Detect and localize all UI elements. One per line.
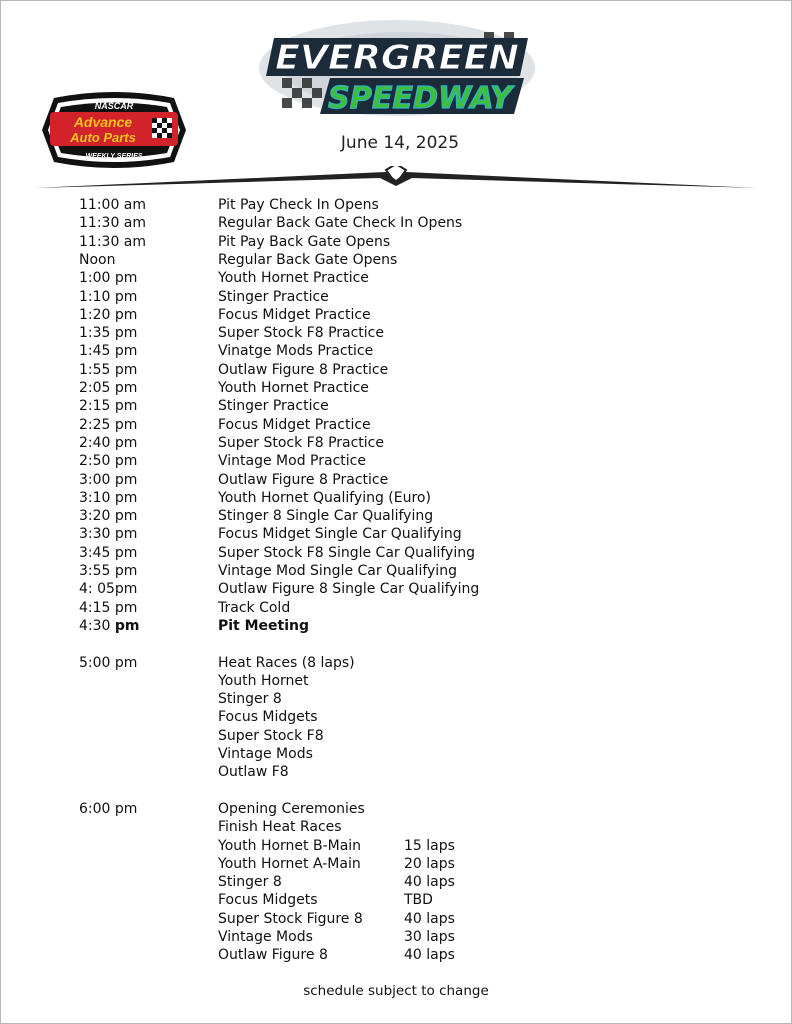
feature-race-laps: TBD xyxy=(404,892,433,909)
svg-text:EVERGREEN: EVERGREEN xyxy=(275,38,519,78)
schedule-time: 1:10 pm xyxy=(79,288,138,305)
schedule-time: 2:50 pm xyxy=(79,453,138,470)
schedule-event: Outlaw Figure 8 Practice xyxy=(218,361,389,378)
features-line: Finish Heat Races xyxy=(218,819,342,836)
feature-race-laps: 20 laps xyxy=(404,855,455,872)
heat-race-class: Outlaw F8 xyxy=(218,764,289,781)
schedule-event: Youth Hornet Practice xyxy=(218,270,369,287)
schedule-time: 11:00 am xyxy=(79,197,147,213)
schedule-event: Regular Back Gate Check In Opens xyxy=(218,215,463,232)
schedule-time-value: 4:30 xyxy=(79,617,115,634)
feature-race-laps: 15 laps xyxy=(404,837,455,854)
schedule-event: Outlaw Figure 8 Practice xyxy=(218,471,389,488)
schedule-event: Pit Pay Back Gate Opens xyxy=(218,233,391,250)
schedule-event: Youth Hornet Practice xyxy=(218,380,369,396)
schedule-event: Stinger Practice xyxy=(218,288,329,305)
schedule-time: 2:40 pm xyxy=(79,434,138,451)
schedule-time: Noon xyxy=(79,251,116,268)
schedule-event: Vinatge Mods Practice xyxy=(218,343,374,360)
schedule-time: 3:55 pm xyxy=(79,563,138,579)
svg-text:Advance: Advance xyxy=(73,114,133,130)
event-date: June 14, 2025 xyxy=(340,133,460,153)
feature-race-name: Stinger 8 xyxy=(218,874,282,891)
heat-race-class: Youth Hornet xyxy=(218,672,309,689)
heat-races-title: Heat Races (8 laps) xyxy=(218,654,355,671)
schedule-event: Regular Back Gate Opens xyxy=(218,251,398,268)
schedule-time: 11:30 am xyxy=(79,215,147,232)
schedule-time: 1:20 pm xyxy=(79,306,138,323)
schedule-time-suffix: pm xyxy=(114,617,140,634)
feature-race-name: Youth Hornet B-Main xyxy=(218,837,362,854)
feature-race-name: Youth Hornet A-Main xyxy=(218,855,361,872)
schedule-time: 2:15 pm xyxy=(79,398,138,415)
features-time: 6:00 pm xyxy=(79,800,138,817)
checkered-flag-icon xyxy=(152,118,172,138)
schedule-time: 4:15 pm xyxy=(79,599,138,616)
heat-races-time: 5:00 pm xyxy=(79,654,138,671)
feature-race-name: Outlaw Figure 8 xyxy=(218,947,328,964)
schedule-event: Youth Hornet Qualifying (Euro) xyxy=(218,489,431,506)
svg-text:Auto Parts: Auto Parts xyxy=(70,130,136,145)
evergreen-speedway-logo xyxy=(252,12,542,130)
schedule-time: 3:00 pm xyxy=(79,471,138,488)
schedule-time: 3:45 pm xyxy=(79,544,138,561)
feature-race-laps: 40 laps xyxy=(404,947,455,964)
schedule-event: Pit Pay Check In Opens xyxy=(218,197,379,213)
svg-text:WEEKLY SERIES: WEEKLY SERIES xyxy=(85,153,143,160)
svg-text:NASCAR: NASCAR xyxy=(94,101,134,111)
schedule-event: Super Stock F8 Single Car Qualifying xyxy=(218,544,475,561)
heat-race-class: Focus Midgets xyxy=(218,709,318,726)
heat-race-class: Stinger 8 xyxy=(218,691,282,708)
schedule-event: Focus Midget Single Car Qualifying xyxy=(218,526,462,543)
feature-race-laps: 40 laps xyxy=(404,874,455,891)
feature-race-laps: 30 laps xyxy=(404,929,455,945)
nascar-weekly-series-logo xyxy=(40,90,188,170)
schedule-event: Vintage Mod Single Car Qualifying xyxy=(218,563,457,579)
heat-race-class: Super Stock F8 xyxy=(218,727,324,744)
schedule-time: 2:25 pm xyxy=(79,416,138,433)
feature-race-laps: 40 laps xyxy=(404,910,455,927)
schedule-event: Super Stock F8 Practice xyxy=(218,434,384,451)
schedule-event: Super Stock F8 Practice xyxy=(218,325,384,342)
schedule-time: 3:30 pm xyxy=(79,526,138,543)
schedule-event: Focus Midget Practice xyxy=(218,416,371,433)
schedule-event: Stinger 8 Single Car Qualifying xyxy=(218,508,434,525)
schedule-time xyxy=(79,617,140,635)
feature-race-name: Super Stock Figure 8 xyxy=(218,910,363,927)
schedule-event: Track Cold xyxy=(218,599,291,616)
feature-race-name: Vintage Mods xyxy=(218,929,313,945)
schedule-time: 1:00 pm xyxy=(79,270,138,287)
schedule-event: Outlaw Figure 8 Single Car Qualifying xyxy=(218,581,480,598)
svg-text:SPEEDWAY: SPEEDWAY xyxy=(328,81,516,116)
schedule-event: Vintage Mod Practice xyxy=(218,453,366,470)
schedule-time: 11:30 am xyxy=(79,233,147,250)
feature-race-name: Focus Midgets xyxy=(218,892,318,909)
features-line: Opening Ceremonies xyxy=(218,800,365,817)
schedule-time: 2:05 pm xyxy=(79,380,138,396)
schedule-time: 3:20 pm xyxy=(79,508,138,525)
footer-note: schedule subject to change xyxy=(303,983,489,999)
schedule-event: Focus Midget Practice xyxy=(218,306,371,323)
schedule-event: Stinger Practice xyxy=(218,398,329,415)
schedule-time: 3:10 pm xyxy=(79,489,138,506)
schedule-time: 1:45 pm xyxy=(79,343,138,360)
schedule-event: Pit Meeting xyxy=(218,617,310,634)
schedule-time: 1:35 pm xyxy=(79,325,138,342)
schedule-time: 4: 05pm xyxy=(79,581,138,598)
heat-race-class: Vintage Mods xyxy=(218,746,313,762)
schedule-time: 1:55 pm xyxy=(79,361,138,378)
header-divider xyxy=(34,166,758,196)
